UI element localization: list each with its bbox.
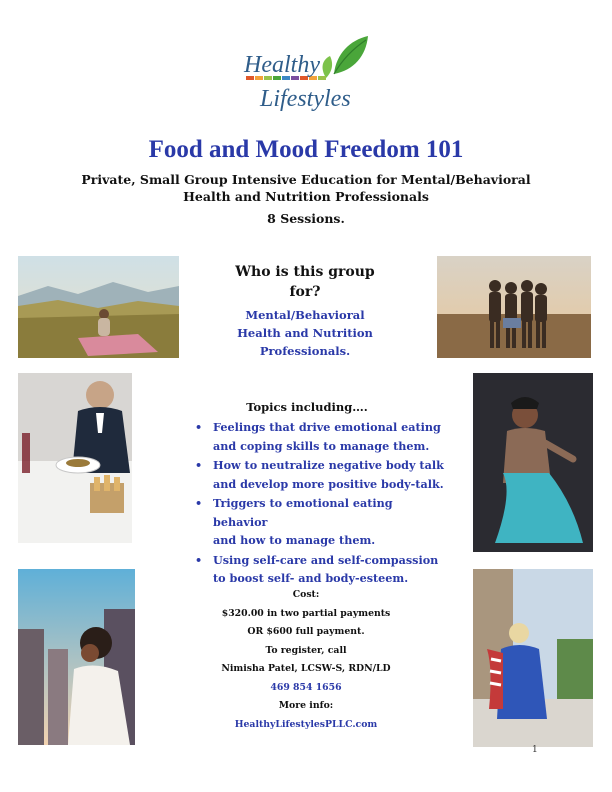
photo-woman-picnic-hill — [18, 256, 179, 358]
page-number: 1 — [532, 745, 538, 755]
list-item — [195, 551, 445, 588]
who-heading-line2: for? — [289, 284, 321, 300]
sessions-count: 8 Sessions. — [267, 211, 345, 226]
phone-number[interactable]: 469 854 1656 — [270, 681, 342, 693]
bullet-icon: • — [195, 552, 203, 567]
list-item — [195, 418, 445, 455]
list-item — [195, 494, 445, 550]
register-text: To register, call — [265, 644, 347, 656]
subtitle: Private, Small Group Intensive Education for Mental/Behavioral Health and Nutrition Professionals — [81, 172, 531, 204]
topic-line: and develop more positive body-talk. — [213, 476, 444, 491]
who-heading — [230, 262, 380, 302]
photo-woman-teal-dress — [473, 373, 593, 552]
cost-section — [200, 586, 412, 734]
cost-label: Cost: — [292, 589, 320, 600]
topic-line: How to neutralize negative body talk — [213, 458, 444, 472]
topics-heading: Topics including…. — [246, 400, 368, 414]
cost-full: OR $600 full payment. — [247, 626, 365, 637]
who-answer-line: Professionals. — [259, 344, 351, 358]
page-title: Food and Mood Freedom 101 — [148, 136, 464, 163]
who-answer-line: Health and Nutrition — [237, 326, 373, 340]
bullet-icon: • — [195, 496, 203, 510]
logo-line2: Lifestyles — [260, 86, 351, 112]
bullet-icon: • — [195, 420, 203, 434]
website-link[interactable]: HealthyLifestylesPLLC.com — [234, 718, 378, 730]
topic-line: to boost self- and body-esteem. — [213, 571, 409, 585]
topic-line: Triggers to emotional eating behavior — [213, 496, 393, 529]
topic-line: and coping skills to manage them. — [213, 438, 430, 453]
cost-partial: $320.00 in two partial payments — [221, 607, 391, 619]
contact-name: Nimisha Patel, LCSW-S, RDN/LD — [221, 663, 391, 674]
healthy-lifestyles-logo — [238, 34, 373, 114]
who-answer-line: Mental/Behavioral — [245, 308, 365, 322]
photo-friends-sunset — [437, 256, 591, 358]
photo-woman-city-rooftop — [18, 569, 135, 745]
who-heading-line1: Who is this group — [235, 264, 375, 280]
more-info-label: More info: — [278, 700, 334, 711]
photo-man-dining — [18, 373, 132, 543]
list-item — [195, 456, 445, 493]
topics-list — [195, 418, 445, 589]
who-answer — [230, 306, 380, 360]
topic-line: Using self-care and self-compassion — [213, 552, 439, 567]
topic-line: Feelings that drive emotional eating — [213, 420, 441, 434]
bullet-icon: • — [195, 458, 203, 472]
photo-woman-blue-dress-flag — [473, 569, 593, 747]
topic-line: and how to manage them. — [213, 533, 376, 547]
logo-line1: Healthy — [244, 52, 320, 78]
